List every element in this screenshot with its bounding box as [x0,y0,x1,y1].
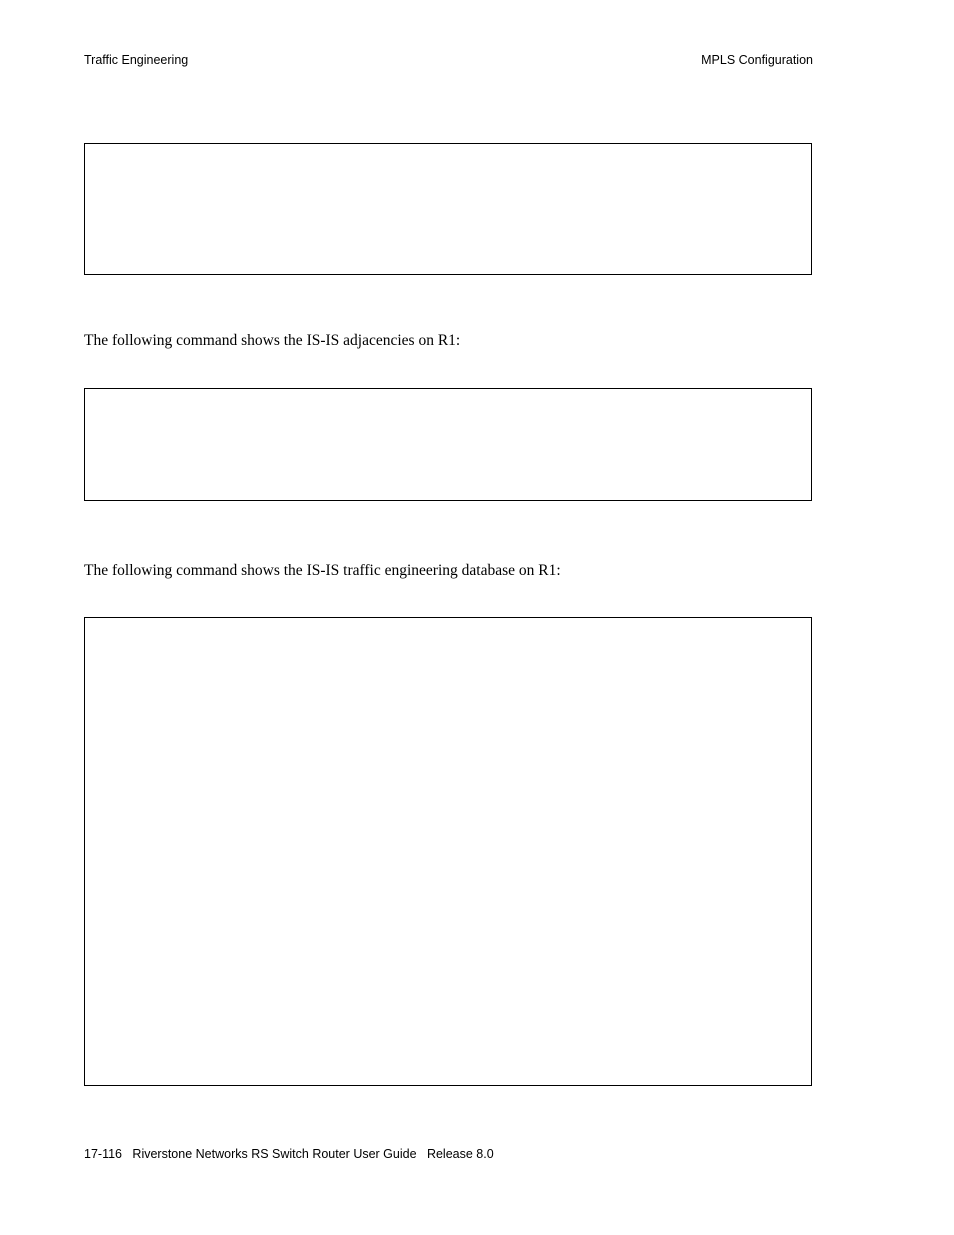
body-paragraph: The following command shows the IS-IS traffic engineering database on R1: [84,562,561,579]
command-output-box [84,143,812,275]
running-header-section: Traffic Engineering [84,53,189,67]
body-paragraph: The following command shows the IS-IS adjacencies on R1: [84,332,461,349]
running-header-chapter: MPLS Configuration [701,53,813,67]
page-footer [84,1147,494,1161]
footer-text: 17-116 Riverstone Networks RS Switch Router User Guide Release 8.0 [84,1147,494,1161]
isis-adjacency-output-box [84,388,812,501]
isis-te-database-output-box [84,617,812,1086]
